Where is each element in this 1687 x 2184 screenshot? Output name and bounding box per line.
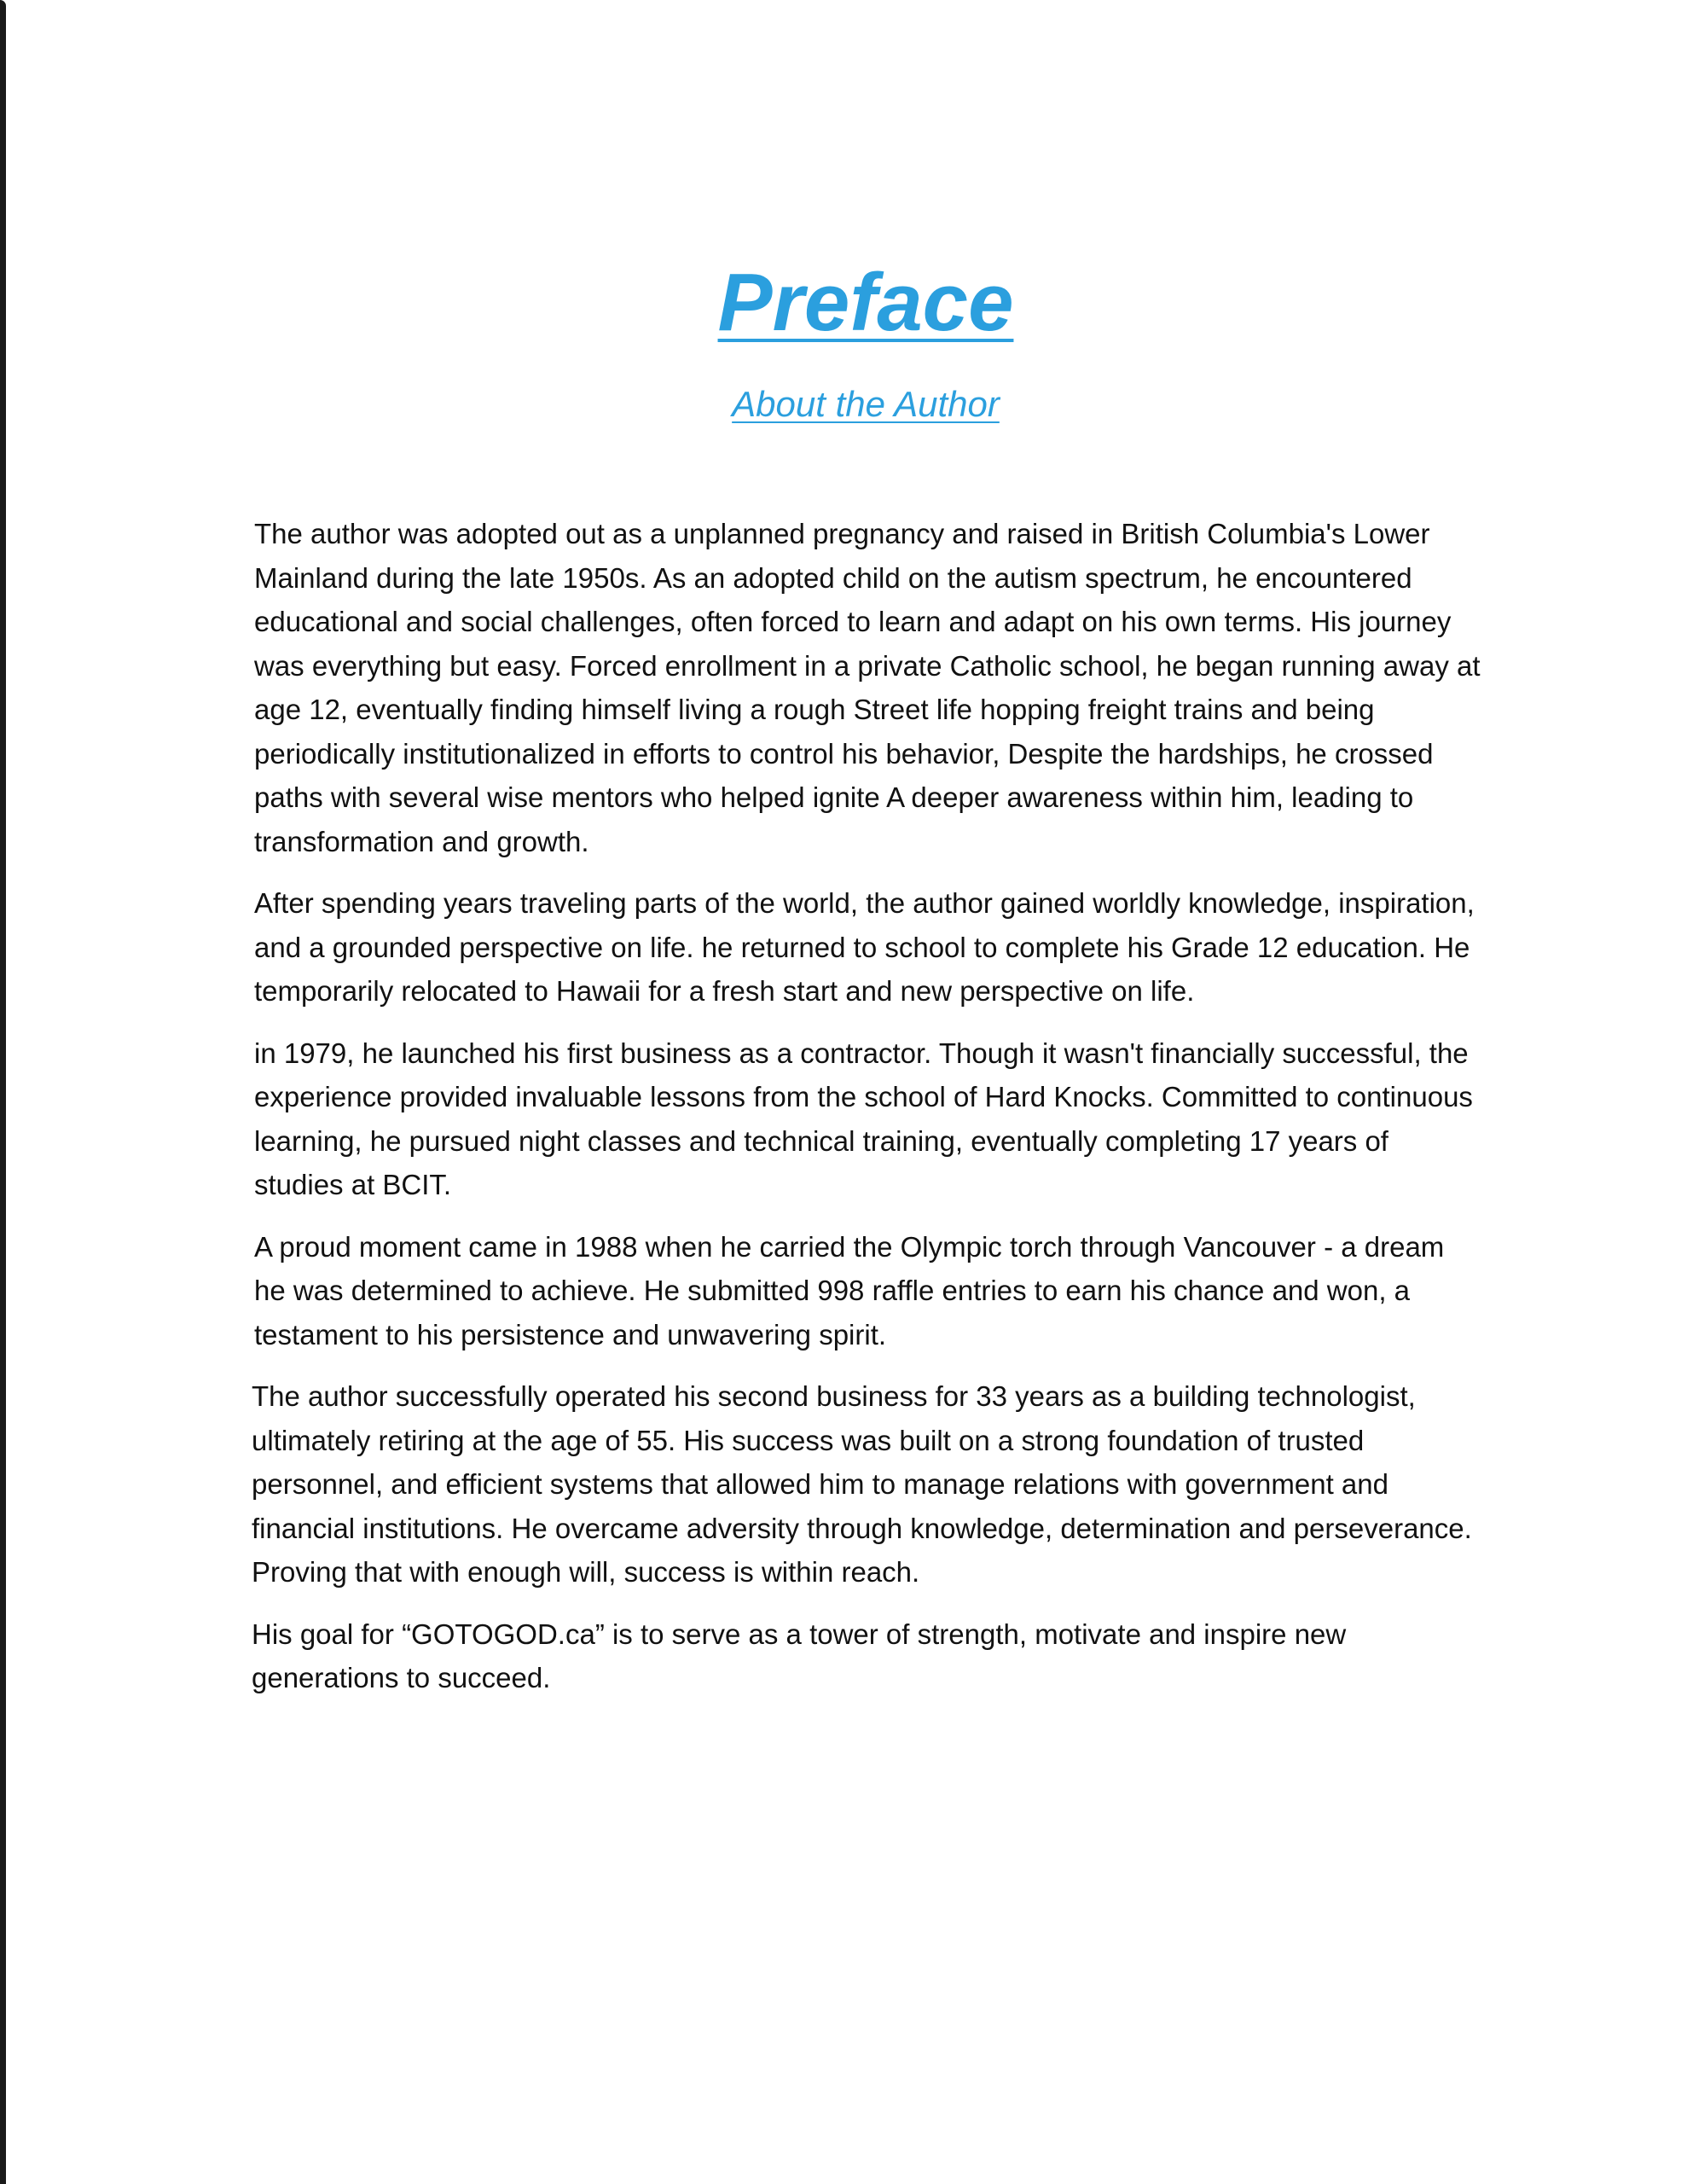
paragraph-early-life: The author was adopted out as a unplanned pregnancy and raised in British Columbia's Lower Mainland during the late 1950s. As an adopted child on the autism spectrum, he encountered educational and social challenges, often forced to learn and adapt on his own terms. His journey was everything but easy. Forced enrollment in a private Catholic school, he began running away at age 12, eventually finding himself living a rough Street life hopping freight trains and being periodically institutionalized in efforts to control his behavior, Despite the hardships, he crossed paths with several wise mentors who helped ignite A deeper awareness within him, leading to transformation and growth. [254, 518, 1481, 857]
page-title: Preface [717, 257, 1014, 348]
paragraph-first-business: in 1979, he launched his first business as a contractor. Though it wasn't financially successful, the experience provided invaluable lessons from the school of Hard Knocks. Committed to continuous learning, he pursued night classes and technical training, eventually completing 17 years of studies at BCIT. [254, 1037, 1473, 1200]
paragraph-travels: After spending years traveling parts of the world, the author gained worldly knowledge, inspiration, and a grounded perspective on life. he returned to school to complete his Grade 12 education. He temporarily relocated to Hawaii for a fresh start and new perspective on life. [254, 887, 1475, 1007]
paragraph-olympic-torch: A proud moment came in 1988 when he carried the Olympic torch through Vancouver - a dream he was determined to achieve. He submitted 998 raffle entries to earn his chance and won, a testament to his persistence and unwavering spirit. [254, 1230, 1445, 1350]
page-subtitle: About the Author [732, 384, 1000, 424]
paragraph-goal: His goal for “GOTOGOD.ca” is to serve as a tower of strength, motivate and inspire new generations to succeed. [252, 1618, 1347, 1693]
document-body [254, 512, 1482, 1718]
paragraph-second-business: The author successfully operated his second business for 33 years as a building technologist, ultimately retiring at the age of 55. His success was built on a strong foundation of trusted personnel, and efficient systems that allowed him to manage relations with government and financial institutions. He overcame adversity through knowledge, determination and perseverance. Proving that with enough will, success is within reach. [252, 1380, 1472, 1588]
